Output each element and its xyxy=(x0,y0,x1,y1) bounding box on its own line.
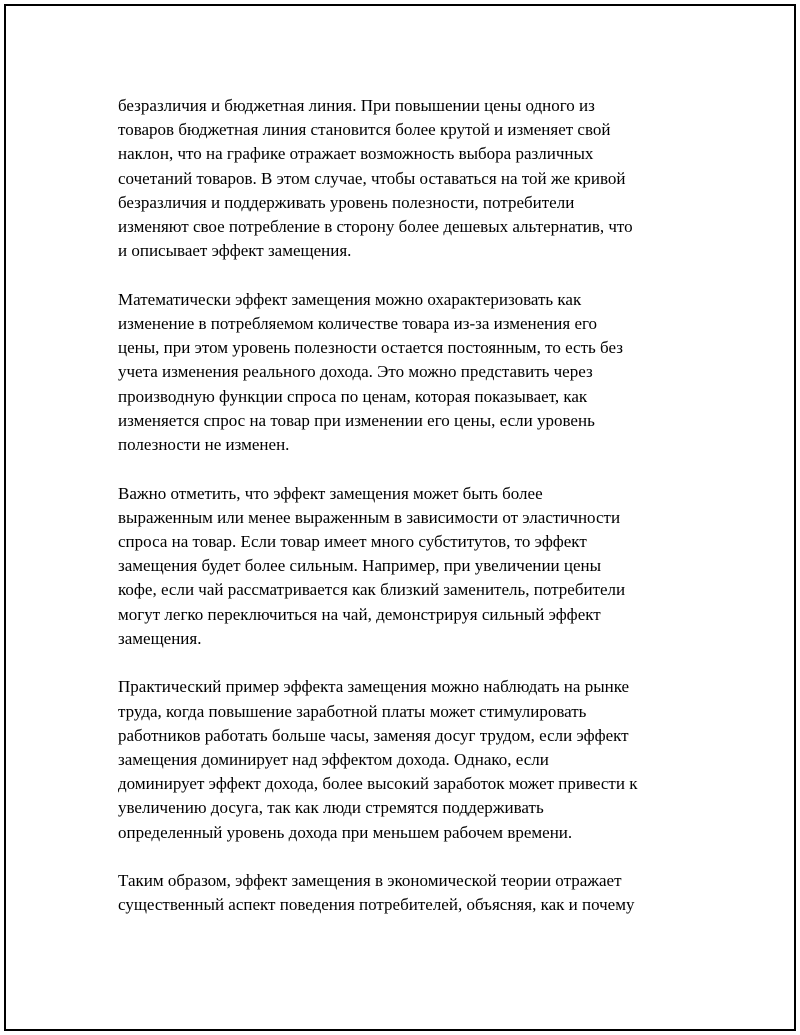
text-line: замещения будет более сильным. Например, при увеличении цены xyxy=(118,556,602,576)
text-line: замещения доминирует над эффектом дохода. Однако, если xyxy=(118,750,549,770)
text-line: учета изменения реального дохода. Это можно представить через xyxy=(118,362,593,382)
document-body xyxy=(118,94,718,942)
text-line: определенный уровень дохода при меньшем рабочем времени. xyxy=(118,822,573,842)
text-line: производную функции спроса по ценам, которая показывает, как xyxy=(118,386,588,406)
text-line: кофе, если чай рассматривается как близкий заменитель, потребители xyxy=(118,580,626,600)
text-line: увеличению досуга, так как люди стремятся поддерживать xyxy=(118,798,544,818)
text-line: существенный аспект поведения потребителей, объясняя, как и почему xyxy=(118,895,635,915)
paragraph-1 xyxy=(118,94,718,263)
text-line: наклон, что на графике отражает возможность выбора различных xyxy=(118,144,594,164)
text-line: работников работать больше часы, заменяя досуг трудом, если эффект xyxy=(118,725,629,745)
text-line: выраженным или менее выраженным в зависимости от эластичности xyxy=(118,507,621,527)
text-line: Важно отметить, что эффект замещения может быть более xyxy=(118,483,543,503)
text-line: Математически эффект замещения можно охарактеризовать как xyxy=(118,289,582,309)
text-line: и описывает эффект замещения. xyxy=(118,241,352,261)
text-line: замещения. xyxy=(118,628,202,648)
text-line: полезности не изменен. xyxy=(118,435,290,455)
paragraph-5 xyxy=(118,869,718,917)
text-line: изменение в потребляемом количестве товара из-за изменения его xyxy=(118,314,598,334)
text-line: доминирует эффект дохода, более высокий заработок может привести к xyxy=(118,774,638,794)
text-line: Таким образом, эффект замещения в экономической теории отражает xyxy=(118,871,622,891)
text-line: Практический пример эффекта замещения можно наблюдать на рынке xyxy=(118,677,630,697)
paragraph-4 xyxy=(118,675,718,844)
text-line: цены, при этом уровень полезности остается постоянным, то есть без xyxy=(118,338,623,358)
paragraph-3 xyxy=(118,482,718,651)
text-line: сочетаний товаров. В этом случае, чтобы оставаться на той же кривой xyxy=(118,168,626,188)
text-line: изменяется спрос на товар при изменении его цены, если уровень xyxy=(118,410,595,430)
text-line: безразличия и бюджетная линия. При повышении цены одного из xyxy=(118,96,595,115)
text-line: товаров бюджетная линия становится более крутой и изменяет свой xyxy=(118,120,611,140)
text-line: могут легко переключиться на чай, демонстрируя сильный эффект xyxy=(118,604,601,624)
text-line: безразличия и поддерживать уровень полезности, потребители xyxy=(118,192,575,212)
text-line: спроса на товар. Если товар имеет много субститутов, то эффект xyxy=(118,532,587,552)
paragraph-2 xyxy=(118,288,718,457)
text-line: изменяют свое потребление в сторону более дешевых альтернатив, что xyxy=(118,217,633,237)
text-line: труда, когда повышение заработной платы может стимулировать xyxy=(118,701,587,721)
